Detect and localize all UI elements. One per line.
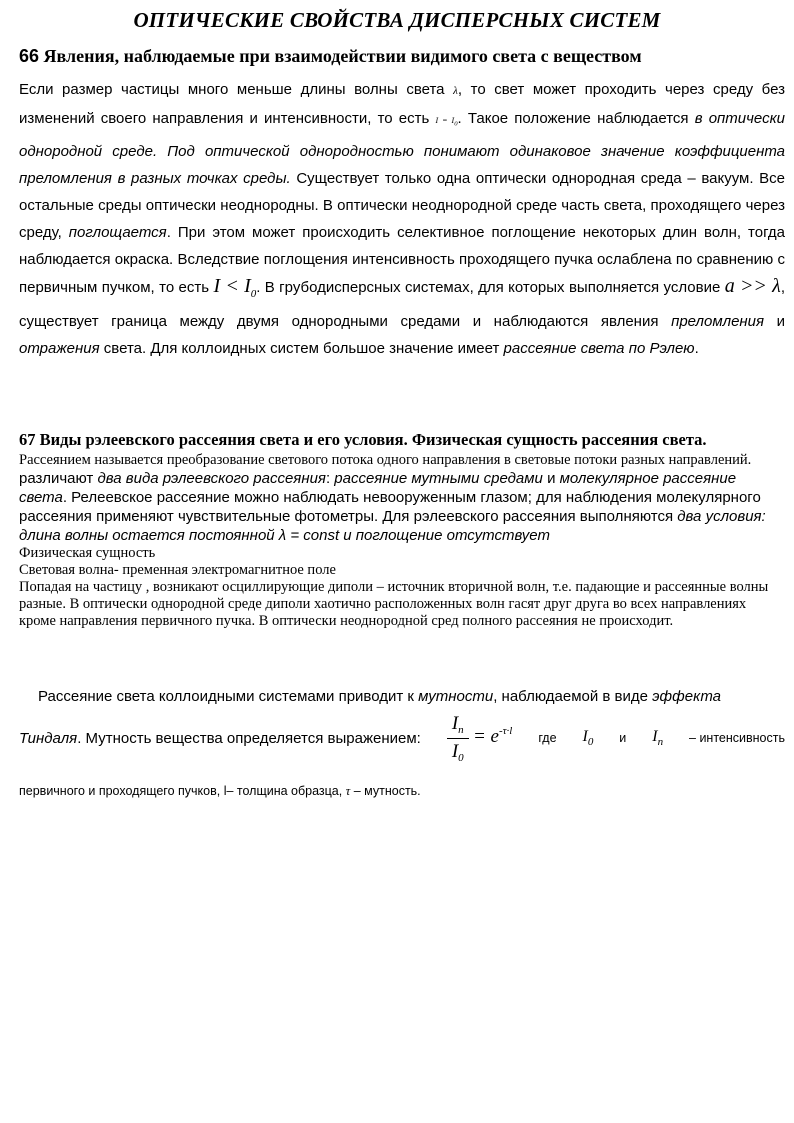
text-run: , существует граница между двумя однородными средами и наблюдаются явления <box>19 278 785 330</box>
emphasis-tyndall: Тиндаля <box>19 729 78 747</box>
denominator-symbol: I <box>451 740 459 762</box>
formula-sub: 0 <box>454 120 458 128</box>
text-run: : <box>325 470 331 487</box>
text-run: , то свет может проходить через среду без изменений своего направления и интенсивности, то есть <box>19 81 785 127</box>
formula-text: I = I <box>435 116 455 125</box>
section-66-body <box>19 76 785 362</box>
paragraph-definition: Рассеянием называется преобразование светового потока одного направления в световые потоки разных направлений. <box>19 452 752 468</box>
symbol-in <box>652 728 663 748</box>
text-run: первичного и проходящего пучков, l– толщина образца, <box>19 784 343 798</box>
fraction-denominator <box>452 741 464 764</box>
paragraph-dipoles: Попадая на частицу , возникают осциллирующие диполи – источник вторичной волн, т.е. падающие и рассеянные волны разные. В оптически однородной среде диполи хаотично расположенных волн гасят друг друга во всех направлениях кроме направления первичного пучка. В оптически неоднородной сред полного рассеяния не происходит. <box>19 579 769 629</box>
section-67-heading: 67 Виды рэлеевского рассеяния света и его условия. Физическая сущность рассеяния света. <box>19 430 707 449</box>
formula-inequality <box>213 274 257 300</box>
emphasis-effect: эффекта <box>652 688 722 705</box>
text-run: . При этом может происходить селективное поглощение некоторых длин волн, тогда наблюдается окраска. Вследствие поглощения интенсивность проходящего пучка ослаблена по сравнению с первичным пучком, то есть <box>19 223 785 296</box>
text-run: Существует только одна оптически однородная среда – вакуум. Все остальные среды оптически неоднородны. В оптически неоднородной среде часть света, проходящего через среду, <box>19 169 785 241</box>
text-run: где <box>538 731 557 745</box>
text-run: – интенсивность <box>689 731 785 745</box>
tyndall-line-1 <box>19 686 785 708</box>
text-run: . <box>694 339 699 357</box>
text-run: . Мутность вещества определяется выражением: <box>77 729 421 747</box>
text-run: . В грубодисперсных системах, для которых выполняется условие <box>256 278 721 296</box>
emphasis-two-conditions: два условия: длина волны остается постоянной λ = const и поглощение отсутствует <box>19 508 766 544</box>
section-66-heading <box>19 46 789 67</box>
text-run: различают <box>19 470 94 487</box>
exponent-expression <box>473 726 512 747</box>
section-67-body <box>19 452 785 630</box>
formula-sub: n <box>657 736 664 748</box>
text-run: Рассеяние света коллоидными системами приводит к <box>38 688 414 705</box>
formula-condition: a >> λ <box>724 274 781 297</box>
tyndall-line-3 <box>19 784 785 799</box>
page-title: ОПТИЧЕСКИЕ СВОЙСТВА ДИСПЕРСНЫХ СИСТЕМ <box>133 8 661 32</box>
text-run: и <box>619 731 627 745</box>
emphasis-absorbed: поглощается <box>68 223 167 241</box>
tyndall-formula-row <box>19 708 785 768</box>
formula-equal-intensity <box>435 116 458 128</box>
formula-text: I <box>582 728 588 745</box>
text-run: и <box>547 470 556 487</box>
lambda-symbol: λ <box>453 85 458 97</box>
turbidity-formula <box>447 713 513 764</box>
numerator-symbol: I <box>451 712 459 734</box>
paragraph-types <box>19 469 785 545</box>
numerator-sub: n <box>458 723 464 736</box>
section-66-heading-text: Явления, наблюдаемые при взаимодействии видимого света с веществом <box>43 46 642 66</box>
emphasis-molecular: молекулярное рассеяние света <box>19 470 737 506</box>
emphasis-turbid-media: рассеяние мутными средами <box>334 470 543 487</box>
formula-text: I <box>652 728 658 745</box>
section-66-paragraph <box>19 76 785 362</box>
denominator-sub: 0 <box>458 751 464 764</box>
emphasis-two-types: два вида рэлеевского рассеяния <box>97 470 326 487</box>
formula-text: = e <box>472 725 499 747</box>
text-run: , наблюдаемой в виде <box>493 688 648 705</box>
fraction-numerator <box>452 713 464 736</box>
text-run: света. Для коллоидных систем большое значение имеет <box>103 339 500 357</box>
symbol-i0 <box>583 728 594 748</box>
formula-sub: 0 <box>587 736 594 748</box>
formula-text: I < I <box>213 274 251 297</box>
text-run: и <box>776 312 786 330</box>
emphasis-reflection: отражения <box>19 339 100 357</box>
formula-sup: -τ·l <box>498 724 513 737</box>
paragraph-light-wave: Световая волна- пременная электромагнитное поле <box>19 562 336 578</box>
emphasis-refraction: преломления <box>671 312 765 330</box>
emphasis-turbidity: мутности <box>418 688 494 705</box>
intensity-fraction <box>447 713 469 764</box>
fraction-bar <box>447 738 469 739</box>
tyndall-label <box>19 730 421 747</box>
formula-sub: 0 <box>250 287 257 300</box>
text-run: Если размер частицы много меньше длины волны света <box>19 81 445 98</box>
emphasis-rayleigh: рассеяние света по Рэлею <box>503 339 695 357</box>
emphasis-optical-homogeneity: в оптически однородной среде. Под оптической однородностью понимают одинаковое значение коэффициента преломления в разных точках среды. <box>19 110 786 187</box>
paragraph-physical-essence: Физическая сущность <box>19 545 156 561</box>
text-run: – мутность. <box>353 784 421 798</box>
text-run: . Релеевское рассеяние можно наблюдать невооруженным глазом; для наблюдения молекулярного рассеяния применяют чувствительные фотометры. Для рэлеевского рассеяния выполняются <box>19 489 761 525</box>
tyndall-section <box>19 686 785 799</box>
tau-symbol: τ <box>345 784 351 798</box>
text-run: . Такое положение наблюдается <box>457 110 689 127</box>
section-66-number: 66 <box>19 46 40 66</box>
